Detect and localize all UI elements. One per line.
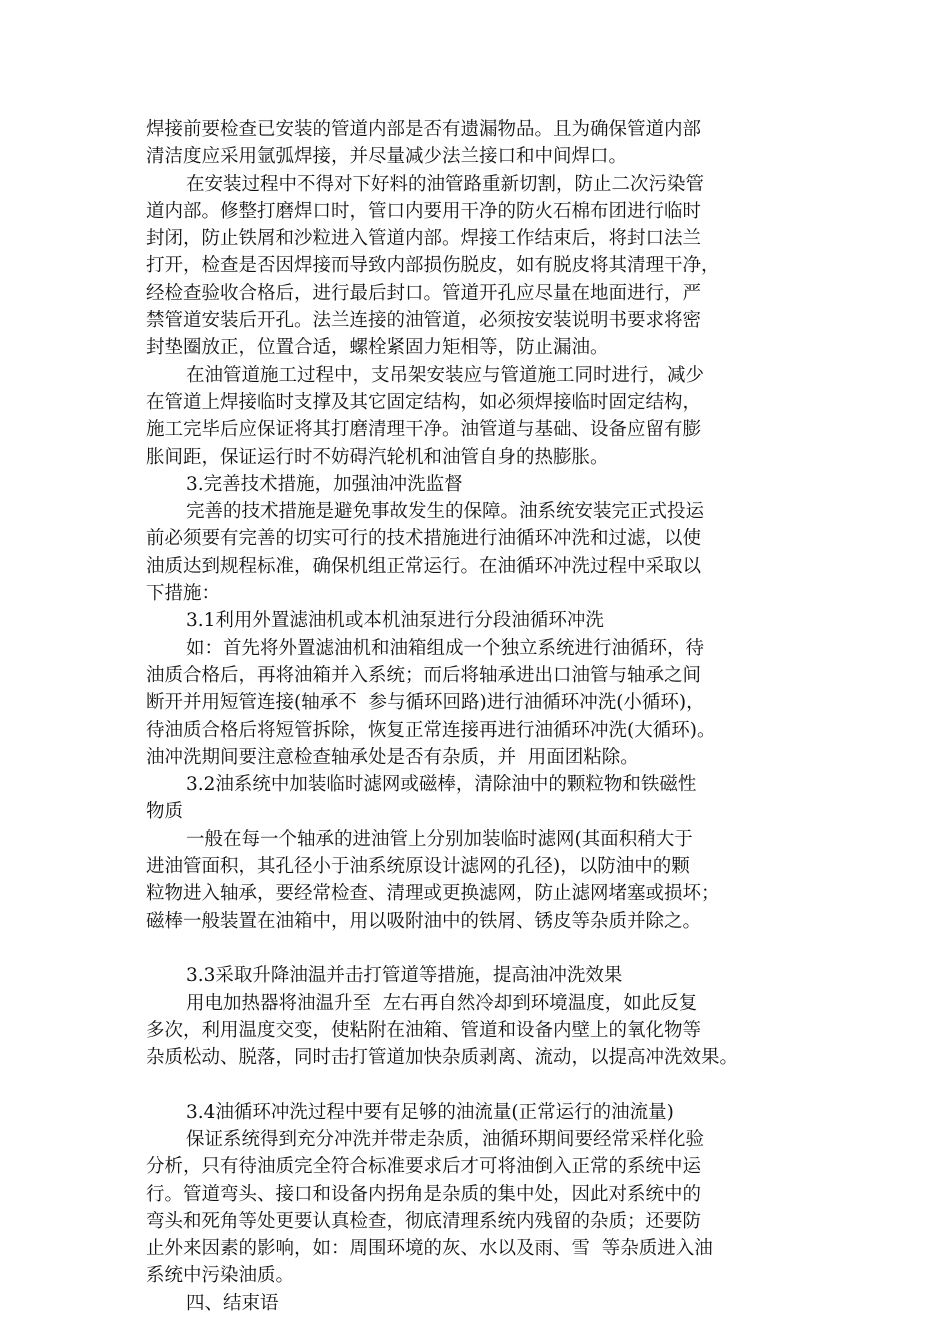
document-page	[146, 116, 826, 1317]
blank-line	[146, 1071, 826, 1098]
text-line: 在安装过程中不得对下好料的油管路重新切割，防止二次污染管	[186, 173, 705, 195]
text-line: 前必须要有完善的切实可行的技术措施进行油循环冲洗和过滤，以使	[146, 528, 702, 550]
text-line: 磁棒一般装置在油箱中，用以吸附油中的铁屑、锈皮等杂质并除之。	[146, 910, 702, 932]
text-line: 3.4油循环冲洗过程中要有足够的油流量(正常运行的油流量)	[186, 1101, 674, 1123]
text-line: 胀间距，保证运行时不妨碍汽轮机和油管自身的热膨胀。	[146, 446, 609, 468]
text-line: 3.完善技术措施，加强油冲洗监督	[186, 473, 463, 495]
text-line: 3.3采取升降油温并击打管道等措施，提高油冲洗效果	[186, 965, 623, 987]
text-line: 在管道上焊接临时支撑及其它固定结构，如必须焊接临时固定结构，	[146, 391, 702, 413]
text-line: 断开并用短管连接(轴承不 参与循环回路)进行油循环冲洗(小循环)，	[146, 692, 705, 714]
text-line: 清洁度应采用氩弧焊接，并尽量减少法兰接口和中间焊口。	[146, 146, 628, 168]
text-line: 在油管道施工过程中，支吊架安装应与管道施工同时进行，减少	[186, 364, 705, 386]
text-line: 杂质松动、脱落，同时击打管道加快杂质剥离、流动，以提高冲洗效果。	[146, 1047, 739, 1069]
text-line: 弯头和死角等处更要认真检查，彻底清理系统内残留的杂质；还要防	[146, 1210, 702, 1232]
text-line: 一般在每一个轴承的进油管上分别加装临时滤网(其面积稍大于	[186, 828, 693, 850]
text-line: 3.1利用外置滤油机或本机油泵进行分段油循环冲洗	[186, 610, 604, 632]
text-line: 施工完毕后应保证将其打磨清理干净。油管道与基础、设备应留有膨	[146, 419, 702, 441]
text-line: 行。管道弯头、接口和设备内拐角是杂质的集中处，因此对系统中的	[146, 1183, 702, 1205]
text-line: 油质达到规程标准，确保机组正常运行。在油循环冲洗过程中采取以	[146, 555, 702, 577]
text-line: 道内部。修整打磨焊口时，管口内要用干净的防火石棉布团进行临时	[146, 200, 702, 222]
text-line: 打开，检查是否因焊接而导致内部损伤脱皮，如有脱皮将其清理干净，	[146, 255, 720, 277]
text-line: 完善的技术措施是避免事故发生的保障。油系统安装完正式投运	[186, 501, 705, 523]
text-line: 油冲洗期间要注意检查轴承处是否有杂质，并 用面团粘除。	[146, 746, 639, 768]
text-line: 禁管道安装后开孔。法兰连接的油管道，必须按安装说明书要求将密	[146, 310, 702, 332]
text-line: 油质合格后，再将油箱并入系统；而后将轴承进出口油管与轴承之间	[146, 664, 702, 686]
text-line: 下措施：	[146, 583, 221, 605]
text-line: 待油质合格后将短管拆除，恢复正常连接再进行油循环冲洗(大循环)。	[146, 719, 716, 741]
text-line: 封垫圈放正，位置合适，螺栓紧固力矩相等，防止漏油。	[146, 337, 609, 359]
text-line: 经检查验收合格后，进行最后封口。管道开孔应尽量在地面进行，严	[146, 282, 702, 304]
text-line: 分析，只有待油质完全符合标准要求后才可将油倒入正常的系统中运	[146, 1156, 702, 1178]
text-line: 进油管面积，其孔径小于油系统原设计滤网的孔径)，以防油中的颗	[146, 856, 690, 878]
text-line: 如：首先将外置滤油机和油箱组成一个独立系统进行油循环，待	[186, 637, 705, 659]
text-line: 粒物进入轴承，要经常检查、清理或更换滤网，防止滤网堵塞或损坏；	[146, 883, 720, 905]
text-line: 保证系统得到充分冲洗并带走杂质，油循环期间要经常采样化验	[186, 1128, 705, 1150]
text-line: 多次，利用温度交变，使粘附在油箱、管道和设备内壁上的氧化物等	[146, 1019, 702, 1041]
text-line: 封闭，防止铁屑和沙粒进入管道内部。焊接工作结束后，将封口法兰	[146, 228, 702, 250]
text-line: 四、结束语	[186, 1292, 279, 1314]
text-line: 止外来因素的影响，如：周围环境的灰、水以及雨、雪 等杂质进入油	[146, 1238, 713, 1260]
text-line: 物质	[146, 801, 184, 823]
text-line: 系统中污染油质。	[146, 1265, 295, 1287]
text-line: 用电加热器将油温升至 左右再自然冷却到环境温度，如此反复	[186, 992, 698, 1014]
blank-line	[146, 935, 826, 962]
text-line: 焊接前要检查已安装的管道内部是否有遗漏物品。且为确保管道内部	[146, 119, 702, 140]
text-line: 3.2油系统中加装临时滤网或磁棒，清除油中的颗粒物和铁磁性	[186, 774, 697, 796]
